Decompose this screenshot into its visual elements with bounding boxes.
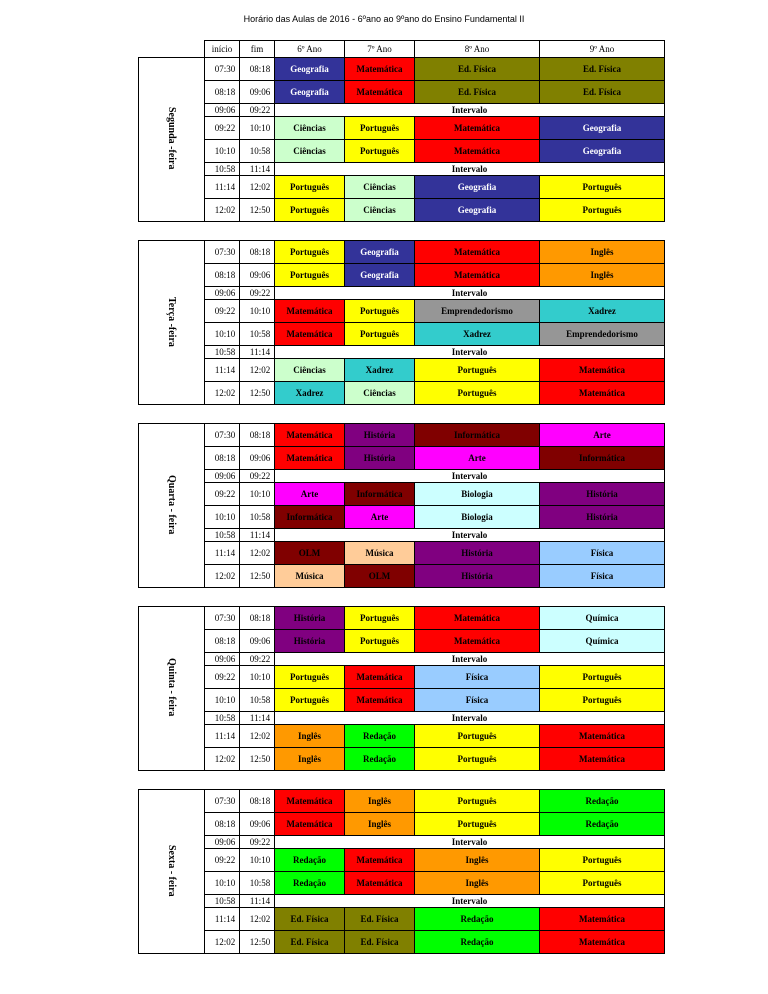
end-time: 09:22	[240, 104, 275, 117]
table-row	[139, 931, 665, 954]
end-time: 12:50	[240, 931, 275, 954]
subject-cell: História	[345, 447, 415, 470]
end-time: 12:50	[240, 748, 275, 771]
subject-cell: Geografia	[345, 264, 415, 287]
subject-cell: Redação	[415, 908, 540, 931]
table-row	[139, 199, 665, 222]
end-time: 10:58	[240, 872, 275, 895]
header-start: início	[205, 41, 240, 58]
subject-cell: Português	[345, 323, 415, 346]
subject-cell: Arte	[275, 483, 345, 506]
header-6-ano: 6º Ano	[275, 41, 345, 58]
subject-cell: Química	[540, 607, 665, 630]
separator-cell	[139, 588, 665, 607]
subject-cell: Arte	[345, 506, 415, 529]
subject-cell: Redação	[275, 849, 345, 872]
interval-row	[139, 529, 665, 542]
interval-label: Intervalo	[275, 836, 665, 849]
subject-cell: Português	[345, 607, 415, 630]
subject-cell: Português	[275, 176, 345, 199]
end-time: 12:50	[240, 199, 275, 222]
subject-cell: Ciências	[275, 117, 345, 140]
subject-cell: Português	[345, 630, 415, 653]
end-time: 12:02	[240, 359, 275, 382]
day-label: Quinta - feira	[166, 658, 177, 717]
start-time: 11:14	[205, 359, 240, 382]
subject-cell: Português	[415, 813, 540, 836]
subject-cell: Xadrez	[275, 382, 345, 405]
subject-cell: Emprendedorismo	[415, 300, 540, 323]
table-row	[139, 140, 665, 163]
end-time: 08:18	[240, 607, 275, 630]
end-time: 12:50	[240, 382, 275, 405]
day-label-cell	[139, 790, 205, 954]
interval-row	[139, 163, 665, 176]
subject-cell: História	[540, 506, 665, 529]
separator-cell	[139, 405, 665, 424]
start-time: 11:14	[205, 725, 240, 748]
subject-cell: Geografia	[540, 140, 665, 163]
table-row	[139, 666, 665, 689]
start-time: 12:02	[205, 931, 240, 954]
interval-label: Intervalo	[275, 653, 665, 666]
timetable	[138, 40, 665, 954]
subject-cell: Informática	[345, 483, 415, 506]
end-time: 09:06	[240, 81, 275, 104]
subject-cell: Matemática	[540, 725, 665, 748]
end-time: 09:06	[240, 630, 275, 653]
table-row	[139, 241, 665, 264]
end-time: 09:22	[240, 470, 275, 483]
day-label: Terça -feira	[166, 296, 177, 347]
interval-row	[139, 895, 665, 908]
end-time: 10:10	[240, 300, 275, 323]
subject-cell: Português	[275, 264, 345, 287]
subject-cell: História	[275, 630, 345, 653]
page-title: Horário das Aulas de 2016 - 6ºano ao 9ºano do Ensino Fundamental II	[243, 14, 525, 24]
subject-cell: Matemática	[415, 630, 540, 653]
interval-label: Intervalo	[275, 529, 665, 542]
subject-cell: Português	[415, 790, 540, 813]
end-time: 11:14	[240, 895, 275, 908]
subject-cell: Ed. Física	[275, 908, 345, 931]
subject-cell: Matemática	[345, 666, 415, 689]
start-time: 09:22	[205, 483, 240, 506]
subject-cell: Matemática	[275, 323, 345, 346]
start-time: 07:30	[205, 58, 240, 81]
subject-cell: Emprendedorismo	[540, 323, 665, 346]
subject-cell: Redação	[415, 931, 540, 954]
table-row	[139, 424, 665, 447]
start-time: 09:06	[205, 653, 240, 666]
end-time: 09:22	[240, 836, 275, 849]
subject-cell: Geografia	[275, 81, 345, 104]
start-time: 09:06	[205, 836, 240, 849]
start-time: 10:58	[205, 163, 240, 176]
end-time: 11:14	[240, 712, 275, 725]
subject-cell: Ed. Física	[345, 908, 415, 931]
subject-cell: Português	[345, 140, 415, 163]
subject-cell: Inglês	[345, 790, 415, 813]
subject-cell: História	[540, 483, 665, 506]
subject-cell: Matemática	[415, 264, 540, 287]
header-8-ano: 8º Ano	[415, 41, 540, 58]
table-row	[139, 630, 665, 653]
table-row	[139, 117, 665, 140]
subject-cell: Português	[415, 359, 540, 382]
end-time: 12:02	[240, 908, 275, 931]
table-row	[139, 58, 665, 81]
start-time: 11:14	[205, 176, 240, 199]
end-time: 09:22	[240, 287, 275, 300]
subject-cell: Português	[275, 199, 345, 222]
subject-cell: Matemática	[345, 689, 415, 712]
subject-cell: Ed. Física	[540, 58, 665, 81]
subject-cell: Ed. Física	[275, 931, 345, 954]
table-row	[139, 813, 665, 836]
start-time: 07:30	[205, 424, 240, 447]
start-time: 08:18	[205, 81, 240, 104]
end-time: 09:06	[240, 447, 275, 470]
subject-cell: Biologia	[415, 506, 540, 529]
day-label-cell	[139, 241, 205, 405]
table-row	[139, 176, 665, 199]
subject-cell: Redação	[540, 813, 665, 836]
interval-label: Intervalo	[275, 346, 665, 359]
day-label-cell	[139, 58, 205, 222]
subject-cell: Português	[415, 748, 540, 771]
subject-cell: Português	[540, 666, 665, 689]
interval-row	[139, 653, 665, 666]
end-time: 12:02	[240, 725, 275, 748]
interval-row	[139, 836, 665, 849]
subject-cell: Física	[415, 666, 540, 689]
subject-cell: OLM	[345, 565, 415, 588]
subject-cell: Geografia	[345, 241, 415, 264]
start-time: 10:10	[205, 506, 240, 529]
end-time: 09:22	[240, 653, 275, 666]
table-row	[139, 849, 665, 872]
subject-cell: Ed. Física	[415, 81, 540, 104]
subject-cell: Português	[415, 382, 540, 405]
start-time: 12:02	[205, 748, 240, 771]
subject-cell: Física	[540, 565, 665, 588]
interval-label: Intervalo	[275, 895, 665, 908]
start-time: 12:02	[205, 382, 240, 405]
subject-cell: Português	[540, 872, 665, 895]
day-label: Quarta - feira	[166, 474, 177, 535]
subject-cell: Informática	[415, 424, 540, 447]
subject-cell: Ciências	[275, 359, 345, 382]
end-time: 10:10	[240, 849, 275, 872]
subject-cell: Matemática	[275, 424, 345, 447]
subject-cell: Matemática	[540, 748, 665, 771]
end-time: 12:02	[240, 542, 275, 565]
table-row	[139, 264, 665, 287]
subject-cell: Xadrez	[415, 323, 540, 346]
subject-cell: Matemática	[275, 790, 345, 813]
end-time: 10:58	[240, 689, 275, 712]
table-row	[139, 725, 665, 748]
day-separator	[139, 222, 665, 241]
subject-cell: Inglês	[415, 872, 540, 895]
end-time: 09:06	[240, 813, 275, 836]
day-separator	[139, 771, 665, 790]
subject-cell: Geografia	[275, 58, 345, 81]
day-label: Segunda -feira	[166, 107, 177, 170]
start-time: 08:18	[205, 630, 240, 653]
interval-row	[139, 470, 665, 483]
subject-cell: Ed. Física	[415, 58, 540, 81]
interval-row	[139, 712, 665, 725]
subject-cell: Português	[540, 199, 665, 222]
end-time: 09:06	[240, 264, 275, 287]
subject-cell: Música	[345, 542, 415, 565]
subject-cell: Inglês	[275, 725, 345, 748]
subject-cell: Matemática	[345, 872, 415, 895]
subject-cell: Inglês	[275, 748, 345, 771]
table-row	[139, 323, 665, 346]
table-row	[139, 790, 665, 813]
subject-cell: Inglês	[415, 849, 540, 872]
end-time: 10:10	[240, 117, 275, 140]
day-label-cell	[139, 607, 205, 771]
interval-row	[139, 104, 665, 117]
start-time: 10:58	[205, 895, 240, 908]
day-label: Sexta - feira	[166, 844, 177, 897]
subject-cell: Ed. Física	[540, 81, 665, 104]
subject-cell: Geografia	[415, 199, 540, 222]
interval-label: Intervalo	[275, 470, 665, 483]
start-time: 10:58	[205, 712, 240, 725]
subject-cell: Ciências	[345, 382, 415, 405]
start-time: 07:30	[205, 607, 240, 630]
table-row	[139, 359, 665, 382]
end-time: 10:10	[240, 666, 275, 689]
header-row	[139, 41, 665, 58]
subject-cell: Arte	[540, 424, 665, 447]
start-time: 10:58	[205, 346, 240, 359]
subject-cell: Ciências	[345, 199, 415, 222]
start-time: 08:18	[205, 264, 240, 287]
table-row	[139, 689, 665, 712]
subject-cell: Português	[540, 176, 665, 199]
day-separator	[139, 405, 665, 424]
subject-cell: Matemática	[415, 140, 540, 163]
end-time: 10:58	[240, 323, 275, 346]
separator-cell	[139, 222, 665, 241]
start-time: 10:10	[205, 689, 240, 712]
start-time: 09:22	[205, 300, 240, 323]
table-row	[139, 382, 665, 405]
end-time: 10:10	[240, 483, 275, 506]
subject-cell: Ciências	[345, 176, 415, 199]
subject-cell: Matemática	[275, 813, 345, 836]
subject-cell: Química	[540, 630, 665, 653]
interval-label: Intervalo	[275, 712, 665, 725]
subject-cell: Inglês	[540, 264, 665, 287]
start-time: 07:30	[205, 241, 240, 264]
interval-row	[139, 287, 665, 300]
subject-cell: Matemática	[540, 908, 665, 931]
end-time: 08:18	[240, 790, 275, 813]
subject-cell: Português	[540, 689, 665, 712]
interval-label: Intervalo	[275, 104, 665, 117]
subject-cell: Ed. Física	[345, 931, 415, 954]
header-empty	[139, 41, 205, 58]
end-time: 10:58	[240, 506, 275, 529]
end-time: 10:58	[240, 140, 275, 163]
subject-cell: Matemática	[540, 359, 665, 382]
header-end: fim	[240, 41, 275, 58]
subject-cell: Português	[275, 666, 345, 689]
subject-cell: Ciências	[275, 140, 345, 163]
subject-cell: Português	[345, 300, 415, 323]
subject-cell: Matemática	[415, 117, 540, 140]
subject-cell: Inglês	[345, 813, 415, 836]
table-row	[139, 607, 665, 630]
table-row	[139, 748, 665, 771]
subject-cell: Física	[540, 542, 665, 565]
subject-cell: História	[345, 424, 415, 447]
subject-cell: Português	[345, 117, 415, 140]
subject-cell: História	[275, 607, 345, 630]
interval-row	[139, 346, 665, 359]
subject-cell: Inglês	[540, 241, 665, 264]
start-time: 09:06	[205, 104, 240, 117]
subject-cell: Português	[275, 241, 345, 264]
interval-label: Intervalo	[275, 163, 665, 176]
start-time: 10:10	[205, 323, 240, 346]
start-time: 10:10	[205, 872, 240, 895]
subject-cell: Biologia	[415, 483, 540, 506]
table-row	[139, 872, 665, 895]
table-row	[139, 506, 665, 529]
start-time: 09:06	[205, 287, 240, 300]
subject-cell: Redação	[275, 872, 345, 895]
subject-cell: OLM	[275, 542, 345, 565]
subject-cell: Português	[415, 725, 540, 748]
subject-cell: Matemática	[540, 931, 665, 954]
subject-cell: Redação	[345, 748, 415, 771]
subject-cell: Redação	[345, 725, 415, 748]
start-time: 09:22	[205, 666, 240, 689]
start-time: 11:14	[205, 542, 240, 565]
interval-label: Intervalo	[275, 287, 665, 300]
start-time: 07:30	[205, 790, 240, 813]
table-row	[139, 483, 665, 506]
end-time: 12:50	[240, 565, 275, 588]
start-time: 09:22	[205, 117, 240, 140]
table-row	[139, 300, 665, 323]
start-time: 09:06	[205, 470, 240, 483]
table-row	[139, 565, 665, 588]
subject-cell: Matemática	[275, 300, 345, 323]
start-time: 12:02	[205, 565, 240, 588]
subject-cell: Informática	[540, 447, 665, 470]
separator-cell	[139, 771, 665, 790]
subject-cell: Matemática	[540, 382, 665, 405]
subject-cell: Matemática	[345, 58, 415, 81]
start-time: 10:58	[205, 529, 240, 542]
start-time: 08:18	[205, 813, 240, 836]
subject-cell: Física	[415, 689, 540, 712]
end-time: 08:18	[240, 424, 275, 447]
day-separator	[139, 588, 665, 607]
subject-cell: História	[415, 565, 540, 588]
subject-cell: Geografia	[540, 117, 665, 140]
subject-cell: Matemática	[275, 447, 345, 470]
end-time: 11:14	[240, 529, 275, 542]
subject-cell: Matemática	[415, 607, 540, 630]
subject-cell: Geografia	[415, 176, 540, 199]
header-9-ano: 9º Ano	[540, 41, 665, 58]
end-time: 08:18	[240, 241, 275, 264]
subject-cell: Português	[275, 689, 345, 712]
subject-cell: Xadrez	[345, 359, 415, 382]
table-row	[139, 81, 665, 104]
table-row	[139, 447, 665, 470]
end-time: 11:14	[240, 163, 275, 176]
start-time: 11:14	[205, 908, 240, 931]
subject-cell: Matemática	[345, 81, 415, 104]
start-time: 10:10	[205, 140, 240, 163]
start-time: 12:02	[205, 199, 240, 222]
end-time: 12:02	[240, 176, 275, 199]
subject-cell: História	[415, 542, 540, 565]
table-row	[139, 542, 665, 565]
header-7-ano: 7º Ano	[345, 41, 415, 58]
subject-cell: Informática	[275, 506, 345, 529]
subject-cell: Arte	[415, 447, 540, 470]
start-time: 09:22	[205, 849, 240, 872]
subject-cell: Música	[275, 565, 345, 588]
subject-cell: Matemática	[415, 241, 540, 264]
subject-cell: Português	[540, 849, 665, 872]
day-label-cell	[139, 424, 205, 588]
start-time: 08:18	[205, 447, 240, 470]
subject-cell: Xadrez	[540, 300, 665, 323]
subject-cell: Matemática	[345, 849, 415, 872]
table-row	[139, 908, 665, 931]
end-time: 08:18	[240, 58, 275, 81]
end-time: 11:14	[240, 346, 275, 359]
subject-cell: Redação	[540, 790, 665, 813]
